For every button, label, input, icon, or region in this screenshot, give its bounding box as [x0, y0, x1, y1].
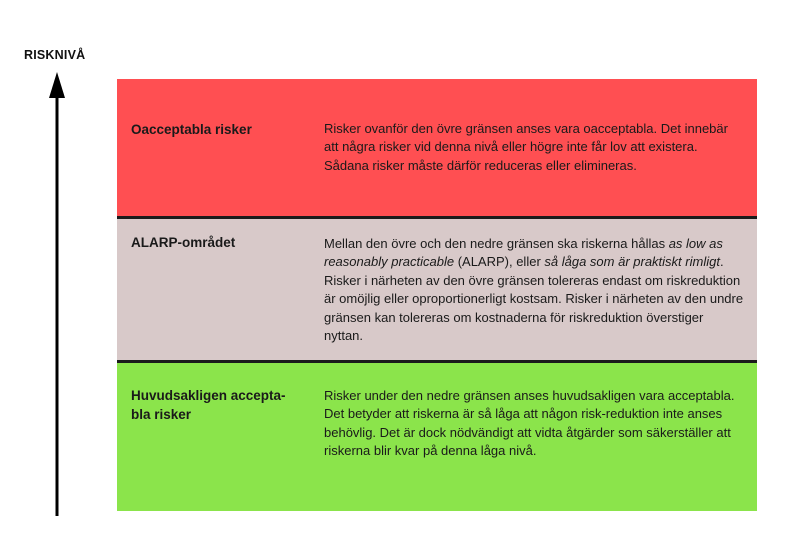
- alarp-text-3: . Risker i närheten av den övre gränsen tolereras endast om riskreduktion är omöjlig eller oproportionerligt kostsam. Risker i närheten av den undre gränsen kan tolereras om kostnaderna för riskreduktion överstiger nyttan.: [324, 254, 744, 344]
- unacceptable-title: Oacceptabla risker: [131, 122, 252, 137]
- alarp-title: ALARP-området: [131, 235, 236, 250]
- unacceptable-band: [117, 79, 757, 216]
- risk-level-arrow-icon: [46, 72, 68, 516]
- acceptable-band: [117, 363, 757, 511]
- alarp-description: [324, 235, 744, 345]
- unacceptable-description: Risker ovanför den övre gränsen anses vara oacceptabla. Det innebär att några risker vid denna nivå eller högre inte får lov att existera. Sådana risker måste därför reduceras eller elimineras.: [324, 121, 728, 173]
- alarp-text-italic-2: så låga som är praktiskt rimligt: [544, 254, 720, 270]
- alarp-band: [117, 219, 757, 360]
- acceptable-title: Huvudsakligen accepta-bla risker: [131, 388, 286, 422]
- alarp-text-2: (ALARP), eller: [454, 254, 545, 270]
- risk-matrix: [117, 79, 757, 511]
- alarp-text-italic-1: as low as reasonably practicable: [324, 236, 723, 270]
- alarp-text-1: Mellan den övre och den nedre gränsen ska riskerna hållas: [324, 236, 669, 251]
- acceptable-description: Risker under den nedre gränsen anses huvudsakligen vara acceptabla. Det betyder att riskerna är så låga att någon risk-reduktion inte anses behövlig. Det är dock nödvändigt att vidta åtgärder som säkerställer att riskerna blir kvar på denna låga nivå.: [324, 388, 735, 459]
- axis-label: RISKNIVÅ: [24, 48, 86, 62]
